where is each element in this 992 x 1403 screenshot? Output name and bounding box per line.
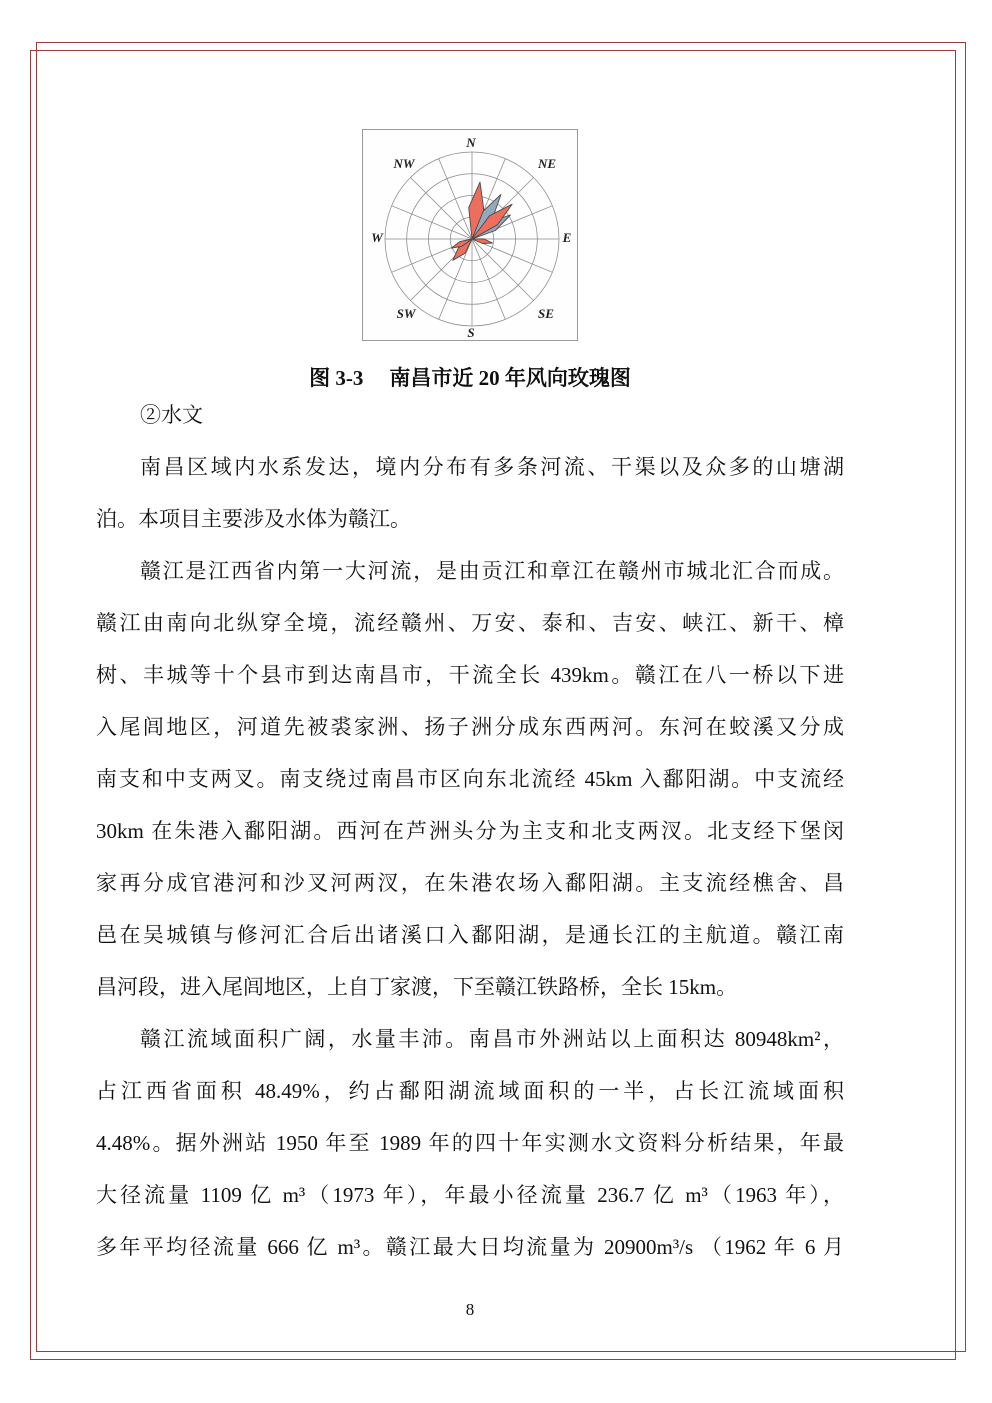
body-line: 赣江由南向北纵穿全境，流经赣州、万安、泰和、吉安、峡江、新干、樟 [96,611,844,635]
compass-label-nw: NW [393,156,415,171]
body-line: 树、丰城等十个县市到达南昌市，干流全长 439km。赣江在八一桥以下进 [96,663,844,687]
compass-label-w: W [371,230,383,245]
wind-rose-chart [363,130,577,340]
body-line: 30km 在朱港入鄱阳湖。西河在芦洲头分为主支和北支两汊。北支经下堡闵 [96,819,844,843]
body-line: 赣江是江西省内第一大河流，是由贡江和章江在赣州市城北汇合而成。 [140,559,844,583]
body-text [96,389,844,1273]
body-line: 南昌区域内水系发达，境内分布有多条河流、干渠以及众多的山塘湖 [140,455,844,479]
body-line: 赣江流域面积广阔，水量丰沛。南昌市外洲站以上面积达 80948km²， [140,1027,844,1051]
figure-caption-label: 图 3-3 [309,366,364,390]
body-line: 家再分成官港河和沙叉河两汊，在朱港农场入鄱阳湖。主支流经樵舍、昌 [96,871,844,895]
body-line: 泊。本项目主要涉及水体为赣江。 [96,507,411,531]
wind-rose-figure [362,129,578,341]
body-line: 南支和中支两叉。南支绕过南昌市区向东北流经 45km 入鄱阳湖。中支流经 [96,767,844,791]
compass-label-se: SE [538,306,554,321]
body-line: 邑在吴城镇与修河汇合后出诸溪口入鄱阳湖，是通长江的主航道。赣江南 [96,923,844,947]
compass-label-e: E [562,230,572,245]
compass-label-sw: SW [396,306,416,321]
body-line: 大径流量 1109 亿 m³（1973 年），年最小径流量 236.7 亿 m³（1963 年）， [96,1183,844,1207]
compass-label-n: N [466,135,476,150]
body-line: 多年平均径流量 666 亿 m³。赣江最大日均流量为 20900m³/s （1962 年 6 月 [96,1235,844,1259]
body-line: 昌河段，进入尾闾地区，上自丁家渡，下至赣江铁路桥，全长 15km。 [96,975,738,999]
figure-caption-title: 南昌市近 20 年风向玫瑰图 [389,366,631,390]
body-line: 入尾闾地区，河道先被裘家洲、扬子洲分成东西两河。东河在蛟溪又分成 [96,715,844,739]
body-line: 4.48%。据外洲站 1950 年至 1989 年的四十年实测水文资料分析结果，年最 [96,1131,844,1155]
body-line: ②水文 [140,403,203,427]
compass-label-ne: NE [537,156,557,171]
compass-label-s: S [467,325,475,340]
rose-petal-wind-frequency-red [472,239,493,244]
page-number: 8 [465,1300,475,1319]
body-line: 占江西省面积 48.49%，约占鄱阳湖流域面积的一半，占长江流域面积 [96,1079,844,1103]
figure-caption [96,362,844,392]
